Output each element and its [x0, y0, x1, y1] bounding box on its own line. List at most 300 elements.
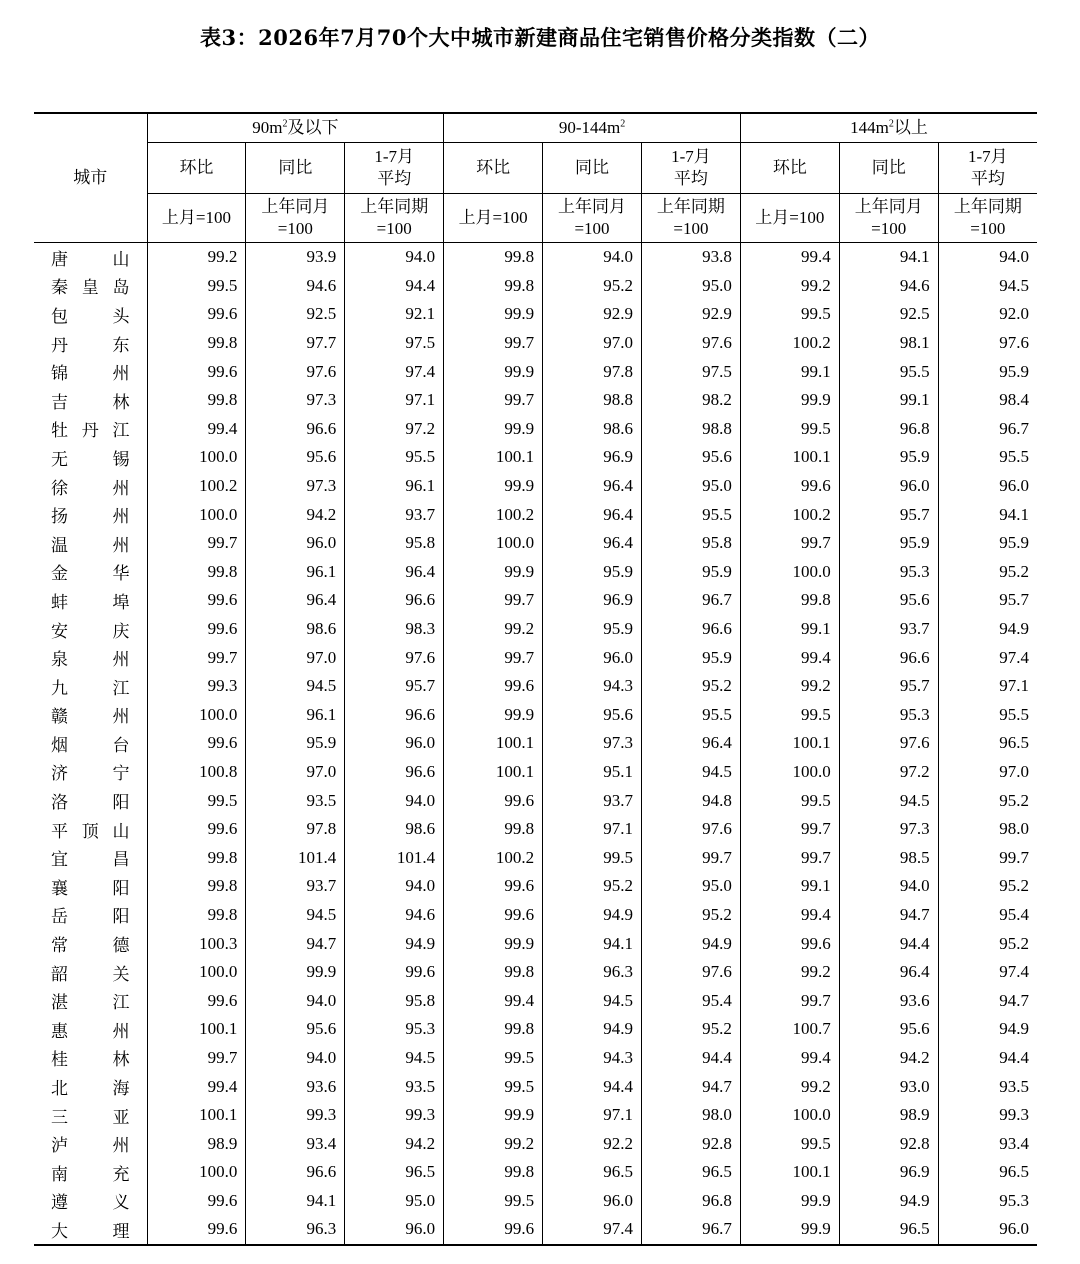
index-value: 94.4: [543, 1072, 642, 1101]
index-value: 99.9: [444, 929, 543, 958]
index-value: 99.6: [444, 1215, 543, 1245]
index-value: 98.9: [147, 1129, 246, 1158]
sub-column-header: 1-7月 平均: [345, 143, 444, 194]
index-value: 96.3: [246, 1215, 345, 1245]
index-value: 95.5: [641, 701, 740, 730]
index-value: 95.9: [938, 529, 1037, 558]
index-value: 95.6: [246, 443, 345, 472]
index-value: 94.0: [543, 243, 642, 272]
city-name: 襄阳: [51, 878, 130, 899]
index-value: 99.1: [740, 357, 839, 386]
index-value: 98.6: [345, 815, 444, 844]
index-value: 94.0: [839, 872, 938, 901]
index-value: 95.9: [543, 558, 642, 587]
index-value: 95.0: [641, 472, 740, 501]
index-value: 97.6: [641, 329, 740, 358]
city-name: 扬州: [51, 507, 130, 528]
table-row: [34, 272, 1037, 301]
index-value: 100.1: [147, 1015, 246, 1044]
index-value: 98.6: [543, 415, 642, 444]
index-value: 95.3: [839, 701, 938, 730]
index-value: 96.5: [345, 1158, 444, 1187]
table-row: [34, 472, 1037, 501]
index-value: 99.6: [740, 929, 839, 958]
table-row: [34, 357, 1037, 386]
table-row: [34, 901, 1037, 930]
city-name: 吉林: [51, 392, 130, 413]
index-value: 92.1: [345, 300, 444, 329]
index-value: 94.1: [839, 243, 938, 272]
index-value: 97.5: [345, 329, 444, 358]
index-value: 98.3: [345, 615, 444, 644]
index-value: 99.7: [147, 529, 246, 558]
group-header-small: $90m^2$及以下: [147, 113, 444, 143]
index-value: 97.0: [543, 329, 642, 358]
index-value: 94.0: [345, 243, 444, 272]
index-value: 99.3: [345, 1101, 444, 1130]
index-value: 98.4: [938, 386, 1037, 415]
index-value: 99.6: [147, 729, 246, 758]
index-value: 93.4: [938, 1129, 1037, 1158]
index-value: 99.2: [147, 243, 246, 272]
sub-column-header: 同比: [839, 143, 938, 194]
index-value: 99.4: [740, 243, 839, 272]
city-name: 赣州: [51, 707, 130, 728]
index-value: 99.9: [740, 1215, 839, 1245]
index-value: 99.6: [444, 786, 543, 815]
city-name: 惠州: [51, 1021, 130, 1042]
index-value: 94.1: [246, 1187, 345, 1216]
index-value: 98.8: [641, 415, 740, 444]
index-value: 99.5: [740, 300, 839, 329]
index-value: 99.6: [444, 672, 543, 701]
city-name: 桂林: [51, 1050, 130, 1071]
group-header-large: $144m^2$以上: [740, 113, 1037, 143]
index-value: 94.7: [938, 986, 1037, 1015]
index-value: 97.5: [641, 357, 740, 386]
index-value: 96.1: [246, 701, 345, 730]
city-name: 遵义: [51, 1193, 130, 1214]
index-value: 96.3: [543, 958, 642, 987]
index-value: 95.8: [345, 986, 444, 1015]
index-value: 99.4: [444, 986, 543, 1015]
index-value: 96.9: [543, 586, 642, 615]
index-value: 95.2: [938, 558, 1037, 587]
index-value: 99.8: [444, 243, 543, 272]
index-value: 99.6: [444, 901, 543, 930]
index-value: 95.9: [641, 643, 740, 672]
index-value: 94.0: [246, 1044, 345, 1073]
index-value: 99.8: [147, 843, 246, 872]
index-value: 98.1: [839, 329, 938, 358]
base-column-header: 上年同期 =100: [938, 194, 1037, 243]
index-value: 95.7: [345, 672, 444, 701]
index-value: 96.4: [543, 529, 642, 558]
index-value: 99.5: [444, 1187, 543, 1216]
index-value: 96.5: [641, 1158, 740, 1187]
index-value: 97.2: [345, 415, 444, 444]
index-value: 94.7: [839, 901, 938, 930]
index-value: 97.6: [839, 729, 938, 758]
table-row: [34, 786, 1037, 815]
index-value: 95.2: [938, 872, 1037, 901]
city-name: 安庆: [51, 621, 130, 642]
index-value: 94.9: [938, 615, 1037, 644]
index-value: 94.0: [345, 872, 444, 901]
index-value: 92.5: [839, 300, 938, 329]
index-value: 95.0: [641, 272, 740, 301]
index-value: 96.0: [345, 729, 444, 758]
table-row: [34, 529, 1037, 558]
index-value: 95.2: [641, 1015, 740, 1044]
index-value: 94.2: [246, 500, 345, 529]
index-value: 99.9: [740, 386, 839, 415]
index-value: 94.9: [641, 929, 740, 958]
table-row: [34, 958, 1037, 987]
index-value: 99.4: [740, 901, 839, 930]
index-value: 95.6: [839, 586, 938, 615]
city-name: 宜昌: [51, 850, 130, 871]
sub-column-header: 同比: [246, 143, 345, 194]
index-value: 94.6: [345, 901, 444, 930]
index-value: 95.3: [345, 1015, 444, 1044]
base-column-header: 上月=100: [147, 194, 246, 243]
index-value: 95.0: [345, 1187, 444, 1216]
index-value: 92.9: [641, 300, 740, 329]
index-value: 100.2: [147, 472, 246, 501]
table-row: [34, 1129, 1037, 1158]
index-value: 99.1: [740, 615, 839, 644]
city-name: 无锡: [51, 449, 130, 470]
index-value: 99.5: [543, 843, 642, 872]
index-value: 97.4: [938, 958, 1037, 987]
index-value: 100.2: [740, 500, 839, 529]
index-value: 98.0: [641, 1101, 740, 1130]
sub-column-header: 环比: [740, 143, 839, 194]
index-value: 99.6: [147, 615, 246, 644]
index-value: 94.1: [543, 929, 642, 958]
index-value: 96.9: [543, 443, 642, 472]
index-value: 97.1: [345, 386, 444, 415]
index-value: 94.5: [938, 272, 1037, 301]
index-value: 96.4: [246, 586, 345, 615]
index-value: 94.2: [839, 1044, 938, 1073]
table-row: [34, 843, 1037, 872]
table-row: [34, 986, 1037, 1015]
index-value: 93.0: [839, 1072, 938, 1101]
index-value: 94.4: [938, 1044, 1037, 1073]
index-value: 93.4: [246, 1129, 345, 1158]
table-row: [34, 729, 1037, 758]
base-column-header: 上年同期 =100: [641, 194, 740, 243]
index-value: 99.4: [740, 643, 839, 672]
index-value: 92.2: [543, 1129, 642, 1158]
index-value: 99.8: [444, 815, 543, 844]
city-name: 烟台: [51, 735, 130, 756]
index-value: 97.4: [345, 357, 444, 386]
index-value: 99.9: [444, 701, 543, 730]
index-value: 95.0: [641, 872, 740, 901]
index-value: 94.5: [246, 901, 345, 930]
table-row: [34, 1101, 1037, 1130]
index-value: 95.2: [543, 872, 642, 901]
city-name: 三亚: [51, 1107, 130, 1128]
index-value: 101.4: [246, 843, 345, 872]
index-value: 96.6: [345, 586, 444, 615]
city-name: 秦皇岛: [51, 278, 130, 299]
index-value: 95.6: [641, 443, 740, 472]
index-value: 96.0: [543, 643, 642, 672]
index-value: 97.6: [938, 329, 1037, 358]
index-value: 95.8: [641, 529, 740, 558]
index-value: 99.9: [444, 472, 543, 501]
index-value: 100.0: [147, 500, 246, 529]
index-value: 99.4: [147, 1072, 246, 1101]
index-value: 99.9: [444, 1101, 543, 1130]
index-value: 95.7: [839, 672, 938, 701]
index-value: 100.8: [147, 758, 246, 787]
index-value: 99.5: [740, 415, 839, 444]
index-value: 98.9: [839, 1101, 938, 1130]
index-value: 96.0: [938, 1215, 1037, 1245]
index-value: 96.7: [938, 415, 1037, 444]
table-row: [34, 500, 1037, 529]
table-row: [34, 300, 1037, 329]
index-value: 97.6: [246, 357, 345, 386]
index-value: 100.0: [147, 958, 246, 987]
index-value: 95.8: [345, 529, 444, 558]
index-value: 92.8: [641, 1129, 740, 1158]
table-body: [34, 243, 1037, 1245]
table-row: [34, 643, 1037, 672]
index-value: 96.0: [938, 472, 1037, 501]
index-value: 101.4: [345, 843, 444, 872]
index-value: 96.8: [641, 1187, 740, 1216]
index-value: 94.9: [345, 929, 444, 958]
index-value: 99.5: [740, 1129, 839, 1158]
index-value: 100.1: [740, 443, 839, 472]
index-value: 94.5: [641, 758, 740, 787]
base-column-header: 上月=100: [740, 194, 839, 243]
index-value: 96.8: [839, 415, 938, 444]
index-value: 94.3: [543, 1044, 642, 1073]
index-value: 94.1: [938, 500, 1037, 529]
index-value: 94.9: [543, 1015, 642, 1044]
index-value: 94.4: [641, 1044, 740, 1073]
index-value: 93.7: [246, 872, 345, 901]
index-value: 97.2: [839, 758, 938, 787]
index-value: 99.6: [444, 872, 543, 901]
index-value: 96.0: [839, 472, 938, 501]
index-value: 95.7: [938, 586, 1037, 615]
index-value: 95.5: [938, 443, 1037, 472]
index-value: 99.9: [444, 357, 543, 386]
index-value: 99.4: [740, 1044, 839, 1073]
table-row: [34, 672, 1037, 701]
index-value: 99.7: [740, 843, 839, 872]
index-value: 99.4: [147, 415, 246, 444]
sub-column-header: 1-7月 平均: [938, 143, 1037, 194]
index-value: 99.6: [147, 586, 246, 615]
index-value: 94.0: [246, 986, 345, 1015]
table-row: [34, 815, 1037, 844]
city-name: 包头: [51, 306, 130, 327]
table-row: [34, 386, 1037, 415]
base-column-header: 上年同月 =100: [246, 194, 345, 243]
index-value: 98.6: [246, 615, 345, 644]
table-row: [34, 758, 1037, 787]
index-value: 93.9: [246, 243, 345, 272]
index-value: 100.0: [740, 758, 839, 787]
index-value: 94.9: [543, 901, 642, 930]
base-column-header: 上年同月 =100: [839, 194, 938, 243]
table-row: [34, 1015, 1037, 1044]
city-column-header: 城市: [34, 113, 147, 243]
index-value: 99.7: [740, 986, 839, 1015]
index-value: 99.9: [740, 1187, 839, 1216]
index-value: 100.0: [740, 1101, 839, 1130]
index-value: 96.5: [543, 1158, 642, 1187]
city-name: 大理: [34, 1215, 147, 1245]
index-value: 95.7: [839, 500, 938, 529]
index-value: 99.8: [444, 958, 543, 987]
table-row: [34, 872, 1037, 901]
index-value: 99.8: [147, 901, 246, 930]
sub-column-header: 同比: [543, 143, 642, 194]
index-value: 97.0: [938, 758, 1037, 787]
index-value: 92.9: [543, 300, 642, 329]
index-value: 100.2: [740, 329, 839, 358]
index-value: 95.6: [543, 701, 642, 730]
index-value: 99.5: [740, 701, 839, 730]
index-value: 95.3: [938, 1187, 1037, 1216]
city-name: 湛江: [51, 993, 130, 1014]
index-value: 99.2: [740, 272, 839, 301]
index-value: 95.3: [839, 558, 938, 587]
index-value: 97.1: [543, 1101, 642, 1130]
index-value: 97.1: [938, 672, 1037, 701]
index-value: 99.8: [740, 586, 839, 615]
index-value: 100.0: [147, 701, 246, 730]
index-value: 93.6: [246, 1072, 345, 1101]
index-value: 99.5: [740, 786, 839, 815]
index-value: 98.5: [839, 843, 938, 872]
index-value: 95.6: [246, 1015, 345, 1044]
sub-column-header: 环比: [147, 143, 246, 194]
index-value: 100.0: [444, 529, 543, 558]
index-value: 100.1: [740, 729, 839, 758]
index-value: 97.0: [246, 758, 345, 787]
index-value: 99.9: [444, 558, 543, 587]
index-value: 96.4: [345, 558, 444, 587]
index-value: 99.7: [147, 1044, 246, 1073]
index-value: 99.5: [147, 272, 246, 301]
index-value: 99.2: [444, 1129, 543, 1158]
index-value: 96.1: [246, 558, 345, 587]
city-name: 北海: [51, 1079, 130, 1100]
index-value: 97.3: [839, 815, 938, 844]
index-value: 94.0: [345, 786, 444, 815]
index-value: 95.9: [839, 529, 938, 558]
index-value: 96.1: [345, 472, 444, 501]
index-value: 97.3: [543, 729, 642, 758]
index-value: 96.6: [345, 758, 444, 787]
index-value: 96.5: [938, 1158, 1037, 1187]
index-value: 99.7: [641, 843, 740, 872]
city-name: 泉州: [51, 650, 130, 671]
index-value: 96.4: [839, 958, 938, 987]
table-row: [34, 1215, 1037, 1245]
index-value: 96.5: [938, 729, 1037, 758]
index-value: 98.8: [543, 386, 642, 415]
index-value: 99.8: [147, 386, 246, 415]
index-value: 99.2: [740, 672, 839, 701]
base-column-header: 上年同月 =100: [543, 194, 642, 243]
index-value: 99.6: [147, 815, 246, 844]
city-name: 唐山: [51, 249, 130, 270]
city-name: 蚌埠: [51, 592, 130, 613]
index-value: 95.5: [938, 701, 1037, 730]
base-column-header: 上年同期 =100: [345, 194, 444, 243]
index-value: 95.9: [246, 729, 345, 758]
index-value: 97.3: [246, 472, 345, 501]
index-value: 99.8: [147, 872, 246, 901]
index-value: 99.7: [740, 815, 839, 844]
index-value: 94.2: [345, 1129, 444, 1158]
index-value: 100.1: [444, 758, 543, 787]
table-row: [34, 1158, 1037, 1187]
table-row: [34, 1187, 1037, 1216]
index-value: 100.2: [444, 843, 543, 872]
index-value: 99.6: [147, 357, 246, 386]
index-value: 99.5: [444, 1072, 543, 1101]
table-row: [34, 929, 1037, 958]
index-value: 97.6: [641, 815, 740, 844]
index-value: 99.2: [740, 958, 839, 987]
index-value: 95.6: [839, 1015, 938, 1044]
price-index-table: [34, 112, 1037, 1246]
index-value: 95.4: [938, 901, 1037, 930]
index-value: 95.9: [839, 443, 938, 472]
index-value: 97.1: [543, 815, 642, 844]
index-value: 93.5: [246, 786, 345, 815]
index-value: 99.7: [444, 586, 543, 615]
index-value: 100.1: [740, 1158, 839, 1187]
city-name: 丹东: [51, 335, 130, 356]
index-value: 95.5: [345, 443, 444, 472]
index-value: 92.5: [246, 300, 345, 329]
sub-column-header: 环比: [444, 143, 543, 194]
index-value: 100.3: [147, 929, 246, 958]
index-value: 92.8: [839, 1129, 938, 1158]
index-value: 96.6: [246, 1158, 345, 1187]
index-value: 96.4: [543, 472, 642, 501]
index-value: 99.6: [147, 1215, 246, 1245]
index-value: 96.5: [839, 1215, 938, 1245]
table-row: [34, 1072, 1037, 1101]
index-value: 99.1: [740, 872, 839, 901]
index-value: 96.4: [543, 500, 642, 529]
index-value: 96.6: [839, 643, 938, 672]
index-value: 98.0: [938, 815, 1037, 844]
index-value: 96.6: [345, 701, 444, 730]
city-name: 岳阳: [51, 907, 130, 928]
index-value: 97.3: [246, 386, 345, 415]
city-name: 锦州: [51, 364, 130, 385]
index-value: 99.7: [444, 386, 543, 415]
index-value: 93.8: [641, 243, 740, 272]
index-value: 97.7: [246, 329, 345, 358]
